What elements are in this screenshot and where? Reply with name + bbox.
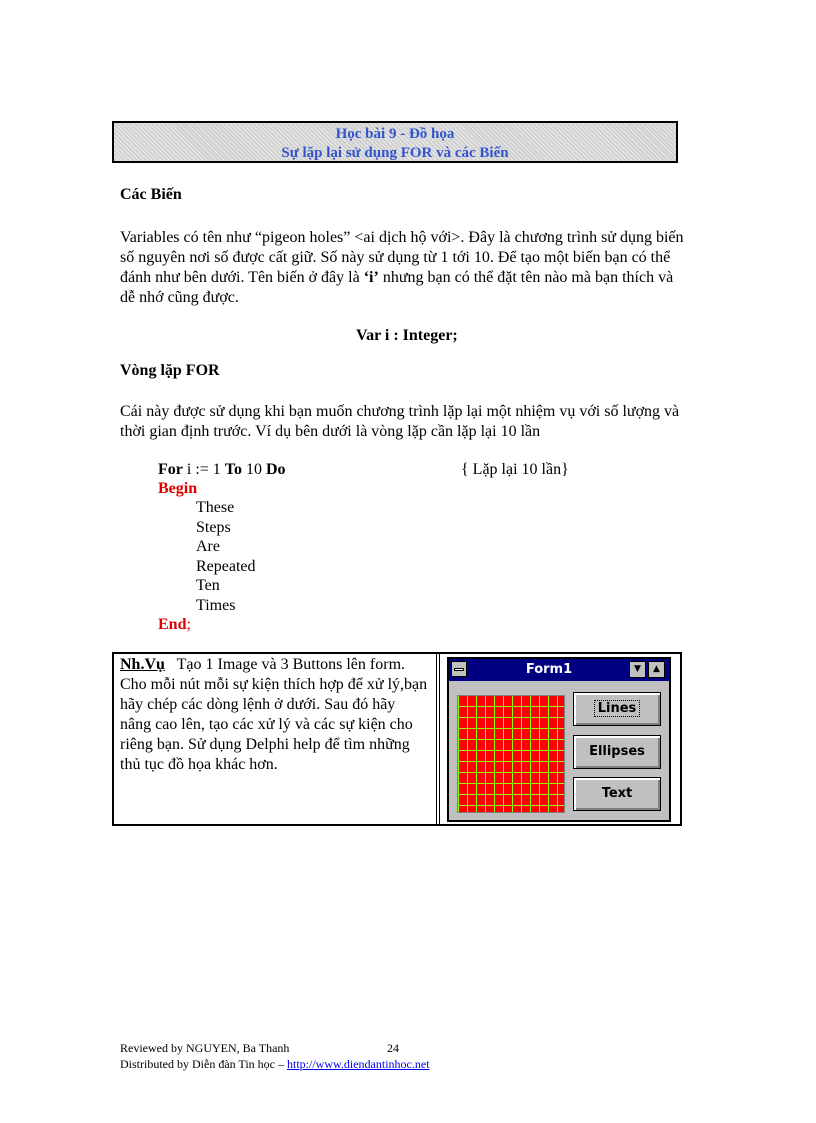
- end-keyword: End: [158, 616, 187, 633]
- text-button-label: Text: [601, 786, 633, 801]
- task-line: [120, 655, 432, 675]
- system-menu-icon[interactable]: [451, 661, 467, 677]
- do-keyword: Do: [266, 461, 286, 478]
- for-statement: [158, 460, 286, 480]
- maximize-icon[interactable]: ▲: [648, 661, 665, 678]
- task-description: [120, 655, 432, 775]
- paragraph-line: thời gian định trước. Ví dụ bên dưới là vòng lặp cần lặp lại 10 lần: [120, 423, 541, 440]
- task-line: riêng bạn. Sử dụng Delphi help để tìm những: [120, 736, 410, 753]
- ellipses-button[interactable]: [573, 735, 661, 769]
- loop-body-line: Times: [196, 597, 236, 614]
- var-declaration-code: Var i : Integer;: [356, 327, 458, 344]
- section-heading-variables: Các Biến: [120, 186, 182, 203]
- variable-name-i: ‘i’: [363, 269, 379, 286]
- lesson-title-box: [112, 121, 678, 163]
- section-heading-for-loop: Vòng lặp FOR: [120, 362, 220, 379]
- footer-reviewed: Reviewed by NGUYEN, Ba Thanh: [120, 1041, 290, 1055]
- footer-distributed-text: Distributed by Diễn đàn Tin học –: [120, 1057, 287, 1071]
- paragraph-line: [120, 268, 700, 288]
- lines-button[interactable]: [573, 692, 661, 726]
- loop-body-line: Repeated: [196, 558, 256, 575]
- paragraph-text: đánh như bên dưới. Tên biến ở đây là: [120, 269, 364, 286]
- loop-body-line: These: [196, 499, 235, 516]
- task-text: Tạo 1 Image và 3 Buttons lên form.: [164, 656, 406, 673]
- loop-body-line: Ten: [196, 577, 220, 594]
- form1-title: Form1: [525, 662, 573, 677]
- paragraph-line: số nguyên nơi số được cất giữ. Số này sử dụng từ 1 tới 10. Để tạo một biến bạn có thể: [120, 249, 671, 266]
- footer-distributed: [120, 1057, 430, 1072]
- for-keyword: For: [158, 461, 183, 478]
- code-comment: { Lặp lại 10 lần}: [461, 461, 569, 478]
- code-text: 10: [242, 461, 266, 478]
- begin-keyword: Begin: [158, 480, 198, 497]
- paragraph-line: dễ nhớ cũng được.: [120, 289, 239, 306]
- footer-link[interactable]: http://www.diendantinhoc.net: [287, 1057, 430, 1071]
- page-number: 24: [387, 1041, 399, 1055]
- lines-button-label: Lines: [594, 700, 641, 717]
- form1-window: [447, 657, 671, 822]
- task-line: thủ tục đồ họa khác hơn.: [120, 756, 278, 773]
- task-label: Nh.Vụ: [120, 656, 165, 673]
- task-line: nâng cao lên, tạo các xử lý và các sự kiện cho: [120, 716, 413, 733]
- task-line: hãy chép các dòng lệnh ở dưới. Sau đó hãy: [120, 696, 396, 713]
- form1-titlebar[interactable]: [449, 659, 669, 681]
- minimize-icon[interactable]: ▼: [629, 661, 646, 678]
- paragraph-line: Variables có tên như “pigeon holes” <ai dịch hộ với>. Đây là chương trình sử dụng biến: [120, 229, 684, 246]
- lesson-title-line2: Sự lặp lại sử dụng FOR và các Biến: [281, 145, 509, 161]
- task-table-divider: [439, 652, 440, 826]
- loop-body-line: Steps: [196, 519, 231, 536]
- paragraph-line: Cái này được sử dụng khi bạn muốn chương trình lặp lại một nhiệm vụ với số lượng và: [120, 403, 680, 420]
- loop-body-line: Are: [196, 538, 220, 555]
- code-text: i := 1: [182, 461, 225, 478]
- task-line: Cho mỗi nút mỗi sự kiện thích hợp để xử lý,bạn: [120, 676, 428, 693]
- variables-paragraph: [120, 228, 700, 308]
- to-keyword: To: [224, 461, 242, 478]
- end-semicolon: ;: [186, 616, 191, 633]
- image-grid: [457, 695, 565, 813]
- lesson-title-line1: Học bài 9 - Đồ họa: [335, 126, 455, 142]
- task-table-divider: [436, 652, 437, 826]
- ellipses-button-label: Ellipses: [589, 744, 645, 759]
- end-statement: [158, 615, 191, 635]
- paragraph-text: nhưng bạn có thể đặt tên nào mà bạn thích và: [378, 269, 674, 286]
- for-loop-paragraph: [120, 402, 700, 442]
- text-button[interactable]: [573, 777, 661, 811]
